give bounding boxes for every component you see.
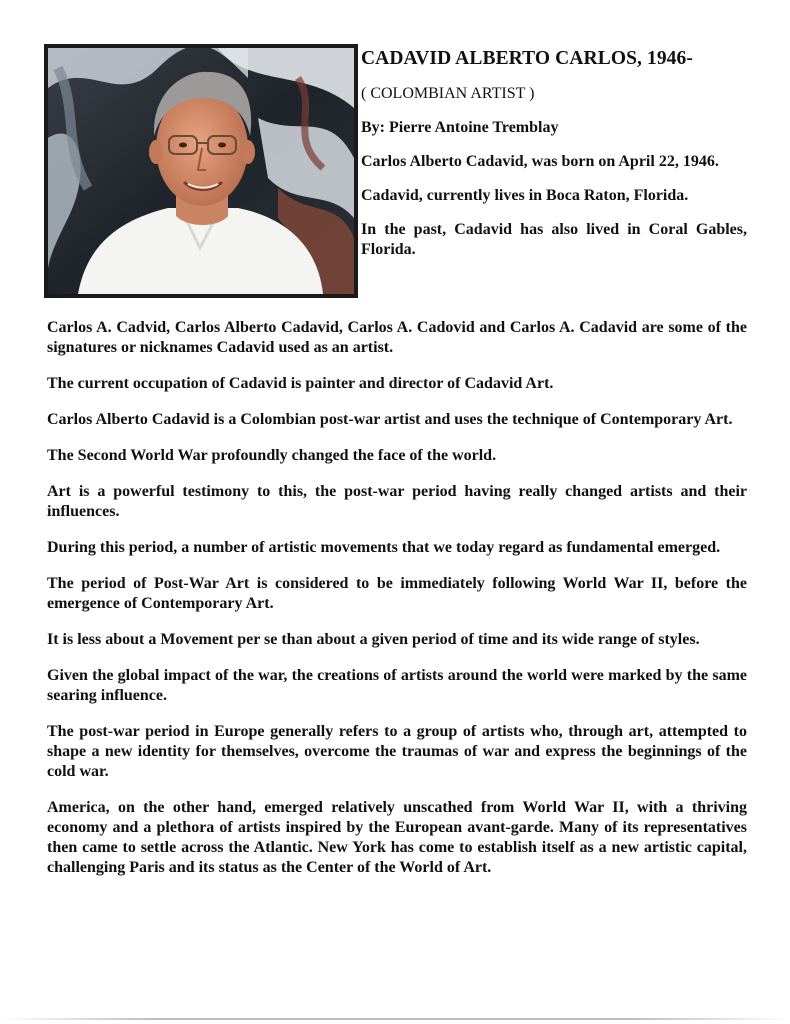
body-text (47, 318, 747, 894)
paragraph: During this period, a number of artistic movements that we today regard as fundamental emerged. (47, 539, 721, 556)
artist-portrait-photo (44, 44, 358, 298)
paragraph: It is less about a Movement per se than about a given period of time and its wide range of styles. (47, 631, 700, 648)
header-block (361, 46, 747, 260)
page-bottom-rule (0, 1018, 790, 1020)
intro-paragraph-residence: Cadavid, currently lives in Boca Raton, Florida. (361, 187, 689, 204)
subtitle: ( COLOMBIAN ARTIST ) (361, 85, 535, 102)
paragraph: The current occupation of Cadavid is painter and director of Cadavid Art. (47, 375, 554, 392)
paragraph: Carlos A. Cadvid, Carlos Alberto Cadavid, Carlos A. Cadovid and Carlos A. Cadavid are some of the signatures or nicknames Cadavid used as an artist. (47, 319, 747, 356)
paragraph: Carlos Alberto Cadavid is a Colombian post-war artist and uses the technique of Contemporary Art. (47, 411, 733, 428)
page-title: CADAVID ALBERTO CARLOS, 1946- (361, 48, 693, 69)
paragraph: Given the global impact of the war, the creations of artists around the world were marked by the same searing influence. (47, 667, 747, 704)
paragraph: America, on the other hand, emerged relatively unscathed from World War II, with a thriving economy and a plethora of artists inspired by the European avant-garde. Many of its representatives then came to settle across the Atlantic. New York has come to establish itself as a new artistic capital, challenging Paris and its status as the Center of the World of Art. (47, 799, 747, 876)
intro-paragraph-past-residence: In the past, Cadavid has also lived in Coral Gables, Florida. (361, 221, 747, 258)
paragraph: The period of Post-War Art is considered to be immediately following World War II, before the emergence of Contemporary Art. (47, 575, 747, 612)
byline: By: Pierre Antoine Tremblay (361, 119, 559, 136)
portrait-image (48, 48, 354, 294)
paragraph: Art is a powerful testimony to this, the post-war period having really changed artists and their influences. (47, 483, 747, 520)
paragraph: The Second World War profoundly changed the face of the world. (47, 447, 497, 464)
paragraph: The post-war period in Europe generally refers to a group of artists who, through art, attempted to shape a new identity for themselves, overcome the traumas of war and express the beginnings of the cold war. (47, 723, 747, 780)
intro-paragraph-birth: Carlos Alberto Cadavid, was born on April 22, 1946. (361, 153, 719, 170)
